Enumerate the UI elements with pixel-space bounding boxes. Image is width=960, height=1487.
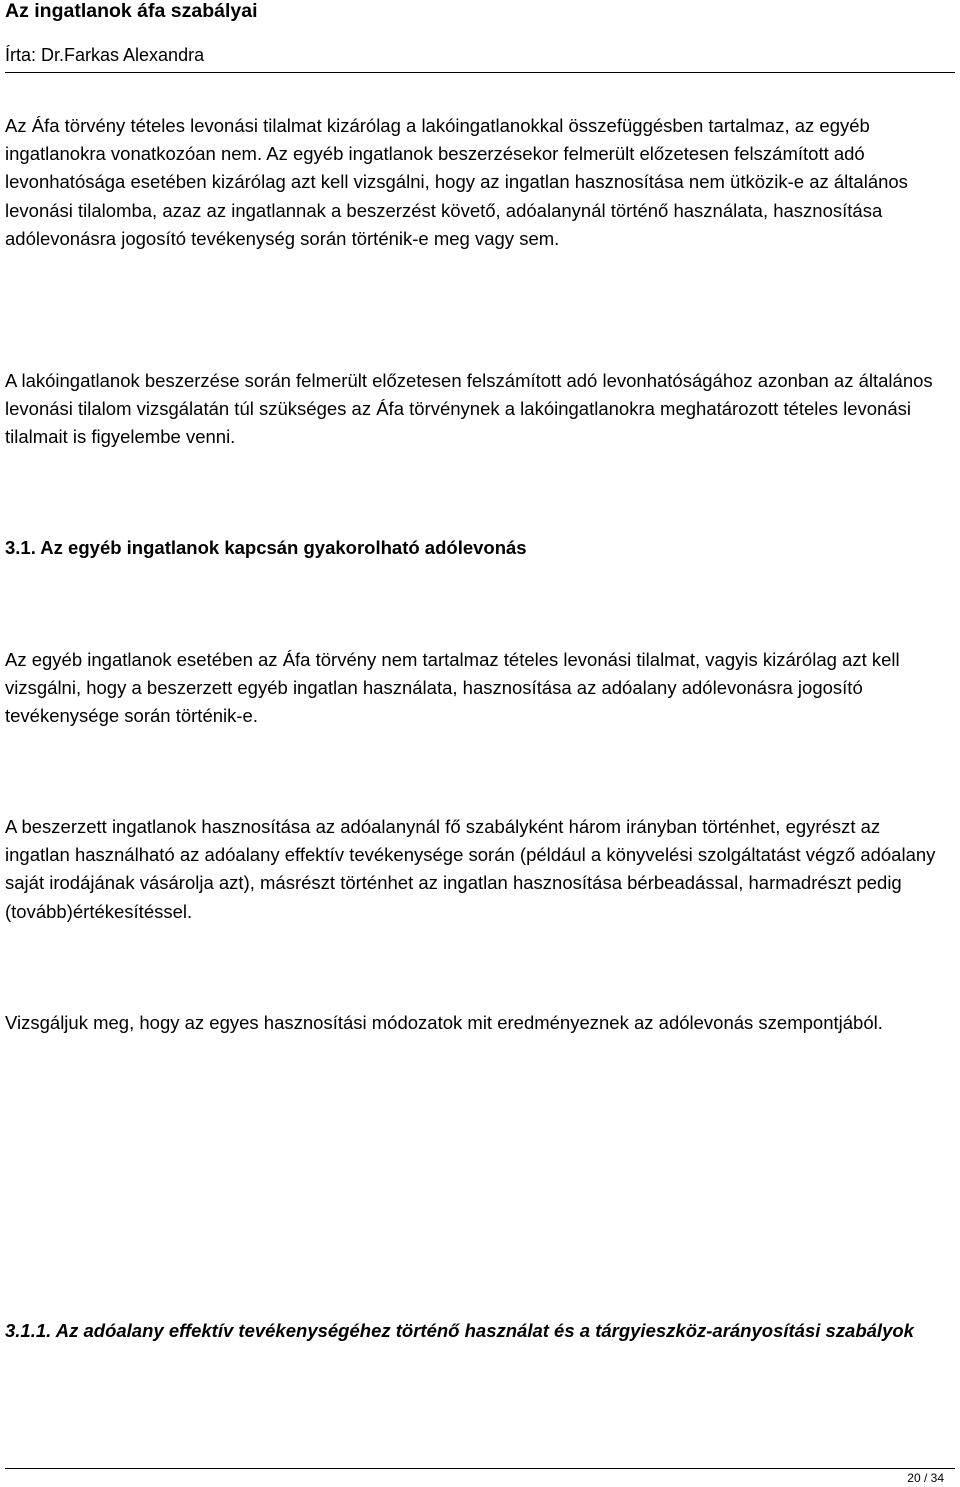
paragraph-other-property: Az egyéb ingatlanok esetében az Áfa törvény nem tartalmaz tételes levonási tilalmat, vagyis kizárólag azt kell vizsgálni, hogy a beszerzett egyéb ingatlan használata, hasznosítása az adóalany adólevonásra jogosító tevékenysége során történik-e. [5, 649, 900, 727]
footer-divider [5, 1468, 955, 1469]
paragraph-examination: Vizsgáljuk meg, hogy az egyes hasznosítási módozatok mit eredményeznek az adólevonás szempontjából. [5, 1012, 883, 1033]
document-title: Az ingatlanok áfa szabályai [5, 0, 258, 22]
page-number: 20 / 34 [907, 1471, 944, 1485]
paragraph-utilization-directions: A beszerzett ingatlanok hasznosítása az adóalanynál fő szabályként három irányban történhet, egyrészt az ingatlan használható az adóalany effektív tevékenysége során (például a könyvelési szolgáltatást végző adóalany saját irodájának vásárolja azt), másrészt történhet az ingatlan hasznosítása bérbeadással, harmadrészt pedig (tovább)értékesítéssel. [5, 816, 936, 922]
paragraph-residential-property: A lakóingatlanok beszerzése során felmerült előzetesen felszámított adó levonhatóságához azonban az általános levonási tilalom vizsgálatán túl szükséges az Áfa törvénynek a lakóingatlanokra meghatározott tételes levonási tilalmait is figyelembe venni. [5, 370, 933, 448]
section-heading-3-1-1: 3.1.1. Az adóalany effektív tevékenységéhez történő használat és a tárgyieszköz-arányosítási szabályok [5, 1320, 914, 1341]
header-divider [5, 72, 955, 73]
paragraph-deduction-prohibition: Az Áfa törvény tételes levonási tilalmat kizárólag a lakóingatlanokkal összefüggésben tartalmaz, az egyéb ingatlanokra vonatkozóan nem. Az egyéb ingatlanok beszerzésekor felmerült előzetesen felszámított adó levonhatósága esetében kizárólag azt kell vizsgálni, hogy az ingatlan hasznosítása nem ütközik-e az általános levonási tilalomba, azaz az ingatlannak a beszerzést követő, adóalanynál történő használata, hasznosítása adólevonásra jogosító tevékenység során történik-e meg vagy sem. [5, 115, 908, 249]
section-heading-3-1: 3.1. Az egyéb ingatlanok kapcsán gyakorolható adólevonás [5, 537, 527, 558]
document-author: Írta: Dr.Farkas Alexandra [5, 45, 205, 65]
